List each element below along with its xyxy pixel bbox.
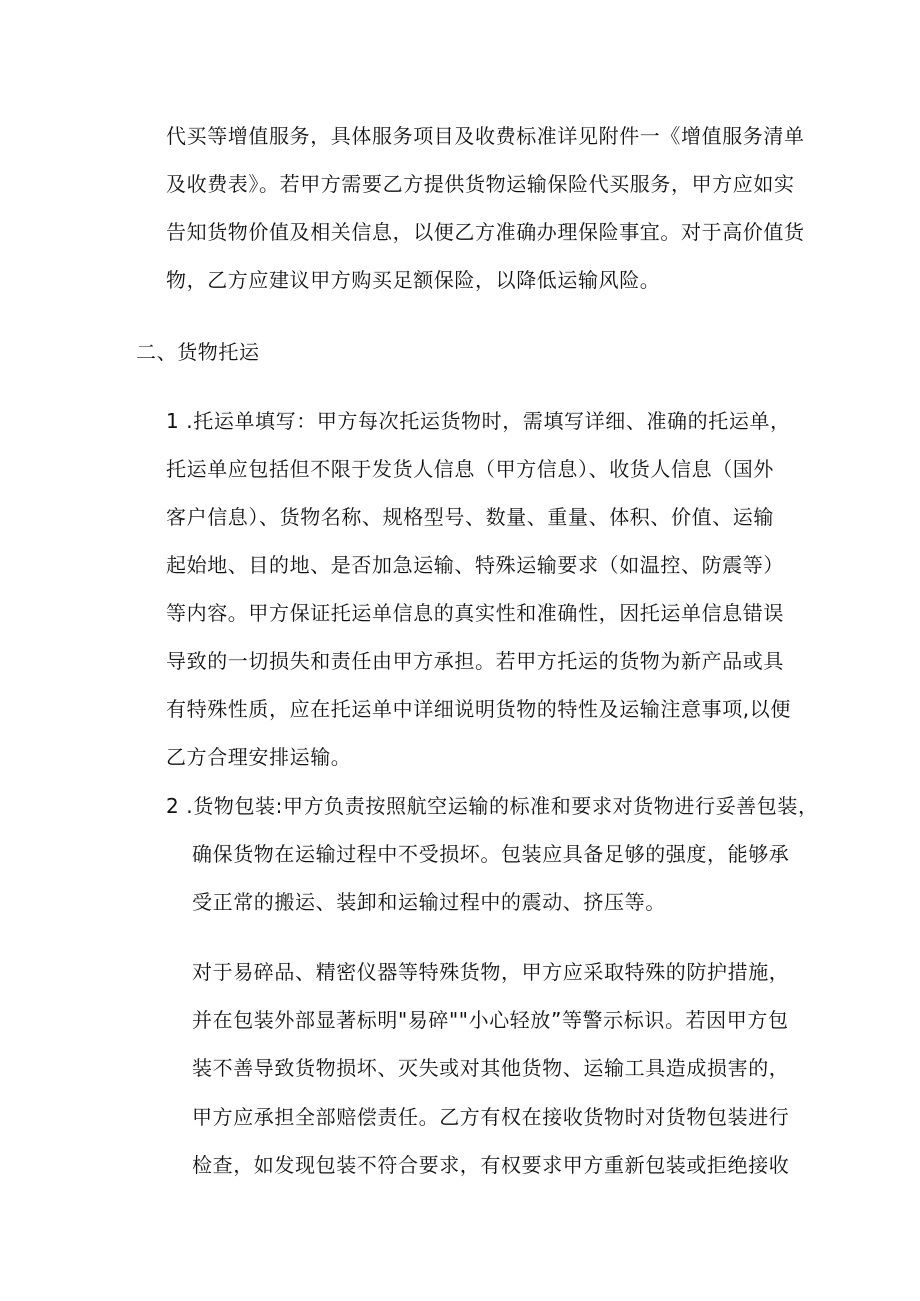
paragraph-2-line-2: 并在包装外部显著标明"易碎""小心轻放”等警示标识。若因甲方包 (192, 1008, 789, 1032)
item-2-line-1: 2 .货物包装:甲方负责按照航空运输的标准和要求对货物进行妥善包装， (166, 794, 819, 818)
paragraph-1-line-3: 告知货物价值及相关信息，以便乙方准确办理保险事宜。对于高价值货 (166, 220, 805, 244)
item-1-line-7: 有特殊性质，应在托运单中详细说明货物的特性及运输注意事项,以便 (166, 697, 791, 721)
item-1-line-4: 起始地、目的地、是否加急运输、特殊运输要求（如温控、防震等） (166, 553, 784, 577)
item-1-line-8: 乙方合理安排运输。 (166, 745, 352, 769)
paragraph-1-line-1: 代买等增值服务，具体服务项目及收费标准详见附件一《增值服务清单 (166, 124, 805, 148)
paragraph-1-line-2: 及收费表》。若甲方需要乙方提供货物运输保险代买服务，甲方应如实 (166, 172, 795, 196)
item-1-line-1: 1 .托运单填写：甲方每次托运货物时，需填写详细、准确的托运单， (166, 409, 791, 433)
paragraph-2-line-4: 甲方应承担全部赔偿责任。乙方有权在接收货物时对货物包装进行 (192, 1105, 790, 1129)
paragraph-2-line-5: 检查，如发现包装不符合要求，有权要求甲方重新包装或拒绝接收 (192, 1153, 790, 1177)
item-1-line-3: 客户信息）、货物名称、规格型号、数量、重量、体积、价值、运输 (166, 505, 774, 529)
item-1-line-6: 导致的一切损失和责任由甲方承担。若甲方托运的货物为新产品或具 (166, 649, 784, 673)
section-heading: 二、货物托运 (136, 340, 260, 364)
item-1-line-5: 等内容。甲方保证托运单信息的真实性和准确性，因托运单信息错误 (166, 601, 784, 625)
paragraph-1-line-4: 物，乙方应建议甲方购买足额保险，以降低运输风险。 (166, 268, 661, 292)
paragraph-2-line-3: 装不善导致货物损坏、灭失或对其他货物、运输工具造成损害的， (192, 1056, 790, 1080)
item-1-line-2: 托运单应包括但不限于发货人信息（甲方信息）、收货人信息（国外 (166, 457, 774, 481)
item-2-line-2: 确保货物在运输过程中不受损坏。包装应具备足够的强度，能够承 (192, 842, 790, 866)
item-2-line-3: 受正常的搬运、装卸和运输过程中的震动、挤压等。 (192, 890, 666, 914)
paragraph-2-line-1: 对于易碎品、精密仪器等特殊货物，甲方应采取特殊的防护措施， (192, 960, 790, 984)
